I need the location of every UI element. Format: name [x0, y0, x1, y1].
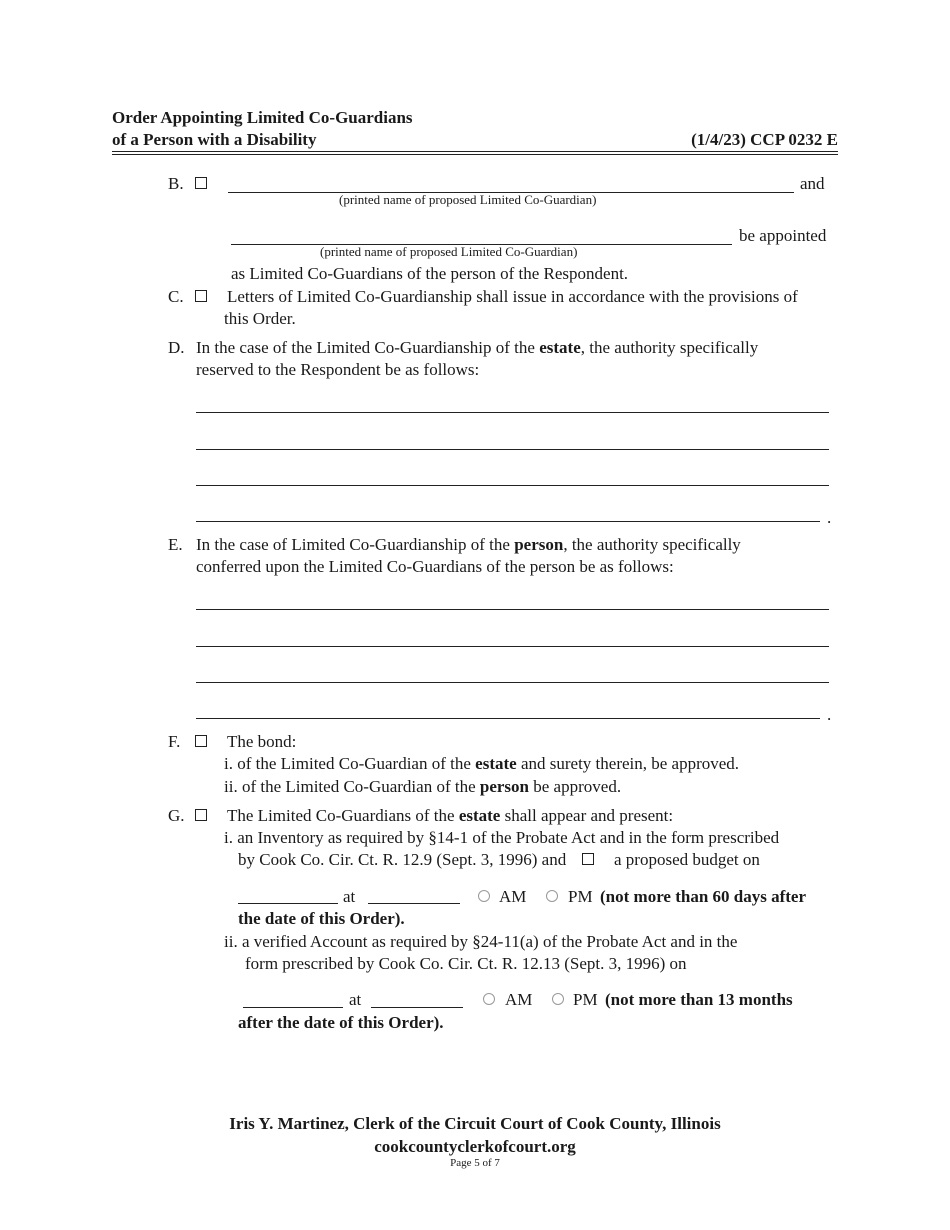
section-e-line1: In the case of Limited Co-Guardianship of the person, the authority specifically — [196, 535, 741, 554]
account-deadline-line1: (not more than 13 months — [605, 990, 793, 1009]
section-e-line2: conferred upon the Limited Co-Guardians of the person be as follows: — [196, 557, 674, 576]
section-d-answer-line[interactable] — [196, 469, 829, 486]
at-word: at — [349, 990, 362, 1009]
section-b-letter: B. — [168, 174, 184, 193]
proposed-budget-checkbox[interactable] — [582, 853, 594, 865]
section-f-item-i: i. of the Limited Co-Guardian of the estate and surety therein, be approved. — [224, 754, 740, 773]
inventory-deadline-line2: the date of this Order). — [238, 909, 405, 928]
co-guardian-name-1-field[interactable] — [228, 176, 794, 193]
form-title-line1: Order Appointing Limited Co-Guardians — [112, 108, 413, 127]
am-label: AM — [505, 990, 533, 1009]
page-number: Page 5 of 7 — [450, 1157, 500, 1169]
form-title-line2: of a Person with a Disability — [112, 130, 317, 149]
section-e-answer-line[interactable] — [196, 593, 829, 610]
be-appointed-text: be appointed — [739, 226, 827, 245]
section-f-letter: F. — [168, 732, 181, 751]
at-word: at — [343, 887, 356, 906]
co-guardian-name-2-caption: (printed name of proposed Limited Co-Guardian) — [320, 244, 578, 259]
clerk-website: cookcountyclerkofcourt.org — [374, 1137, 576, 1156]
section-b-as-text: as Limited Co-Guardians of the person of the Respondent. — [231, 264, 629, 283]
section-g-item-i-line2: by Cook Co. Cir. Ct. R. 12.9 (Sept. 3, 1996) and — [238, 850, 567, 869]
section-e-period: . — [827, 705, 832, 724]
inventory-am-radio[interactable] — [478, 890, 490, 902]
form-code: (1/4/23) CCP 0232 E — [691, 130, 838, 149]
section-d-answer-line[interactable] — [196, 433, 829, 450]
co-guardian-name-2-field[interactable] — [231, 228, 732, 245]
section-c-letter: C. — [168, 287, 184, 306]
section-e-answer-line[interactable] — [196, 630, 829, 647]
account-time-field[interactable] — [371, 991, 463, 1008]
header-rule-bottom — [112, 154, 838, 155]
section-d-letter: D. — [168, 338, 185, 357]
pm-label: PM — [573, 990, 598, 1009]
inventory-deadline-line1: (not more than 60 days after — [600, 887, 807, 906]
clerk-name: Iris Y. Martinez, Clerk of the Circuit Court of Cook County, Illinois — [229, 1114, 721, 1133]
section-c-line1: Letters of Limited Co-Guardianship shall issue in accordance with the provisions of — [227, 287, 798, 306]
section-e-letter: E. — [168, 535, 183, 554]
section-d-period: . — [827, 508, 832, 527]
inventory-pm-radio[interactable] — [546, 890, 558, 902]
header-rule-top — [112, 151, 838, 152]
account-deadline-line2: after the date of this Order). — [238, 1013, 444, 1032]
section-g-item-i-line1: i. an Inventory as required by §14-1 of the Probate Act and in the form prescribed — [224, 828, 780, 847]
section-d-line1: In the case of the Limited Co-Guardianship of the estate, the authority specifically — [196, 338, 759, 357]
am-label: AM — [499, 887, 527, 906]
section-f-item-ii: ii. of the Limited Co-Guardian of the person be approved. — [224, 777, 622, 796]
section-c-line2: this Order. — [224, 309, 296, 328]
inventory-date-field[interactable] — [238, 887, 338, 904]
section-f-checkbox[interactable] — [195, 735, 207, 747]
section-c-checkbox[interactable] — [195, 290, 207, 302]
section-g-title: The Limited Co-Guardians of the estate shall appear and present: — [227, 806, 674, 825]
section-d-line2: reserved to the Respondent be as follows: — [196, 360, 480, 379]
co-guardian-name-1-caption: (printed name of proposed Limited Co-Guardian) — [339, 192, 597, 207]
account-pm-radio[interactable] — [552, 993, 564, 1005]
section-e-answer-line[interactable] — [196, 702, 820, 719]
section-d-answer-line[interactable] — [196, 396, 829, 413]
section-g-checkbox[interactable] — [195, 809, 207, 821]
proposed-budget-text: a proposed budget on — [614, 850, 760, 869]
inventory-time-field[interactable] — [368, 887, 460, 904]
section-d-answer-line[interactable] — [196, 505, 820, 522]
section-b-checkbox[interactable] — [195, 177, 207, 189]
pm-label: PM — [568, 887, 593, 906]
section-f-title: The bond: — [227, 732, 297, 751]
section-g-item-ii-line2: form prescribed by Cook Co. Cir. Ct. R. 12.13 (Sept. 3, 1996) on — [245, 954, 687, 973]
section-g-item-ii-line1: ii. a verified Account as required by §24-11(a) of the Probate Act and in the — [224, 932, 738, 951]
account-am-radio[interactable] — [483, 993, 495, 1005]
account-date-field[interactable] — [243, 991, 343, 1008]
and-word: and — [800, 174, 825, 193]
section-g-letter: G. — [168, 806, 185, 825]
section-e-answer-line[interactable] — [196, 666, 829, 683]
